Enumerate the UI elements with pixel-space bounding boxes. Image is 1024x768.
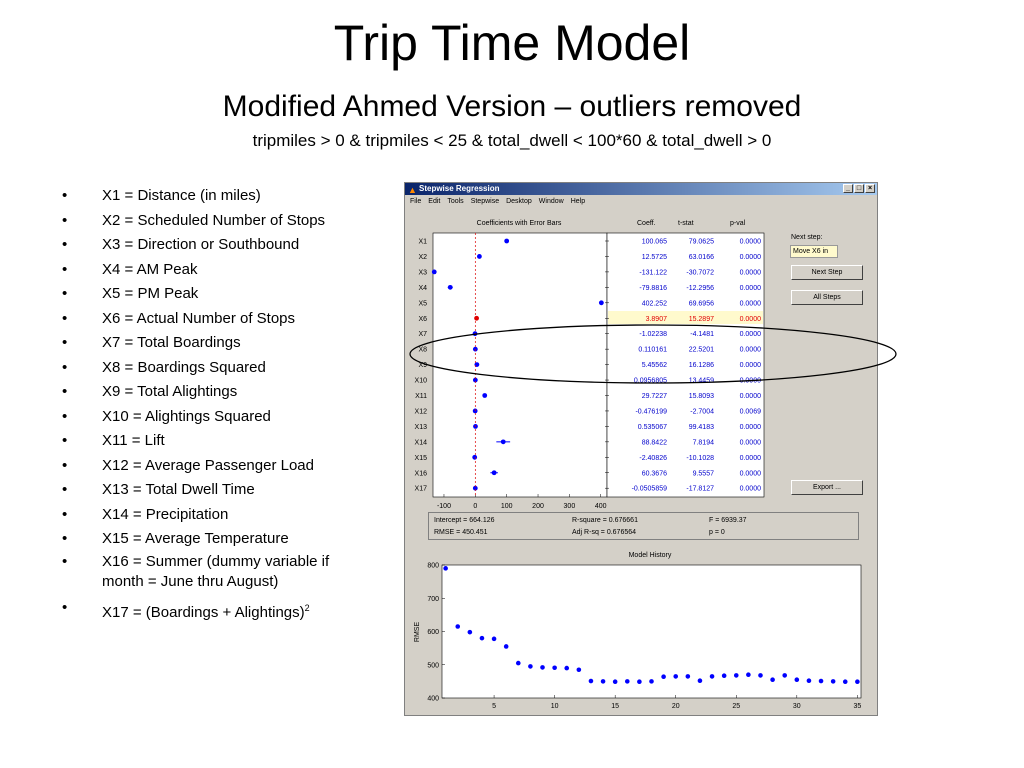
pval-value: 0.0000 bbox=[739, 439, 761, 447]
filter-condition: tripmiles > 0 & tripmiles < 25 & total_dwell < 100*60 & total_dwell > 0 bbox=[252, 131, 772, 150]
maximize-icon[interactable]: □ bbox=[854, 184, 864, 193]
x-tick-label: 400 bbox=[594, 503, 607, 510]
history-point[interactable] bbox=[516, 661, 521, 666]
variable-item bbox=[54, 596, 374, 626]
pval-value: 0.0000 bbox=[739, 331, 761, 339]
y-tick-label: 600 bbox=[427, 629, 439, 636]
history-point[interactable] bbox=[758, 673, 763, 678]
tstat-value: -12.2956 bbox=[686, 284, 714, 292]
coef-point[interactable] bbox=[474, 316, 479, 321]
variable-text: X1 = Distance (in miles) bbox=[102, 187, 261, 204]
coef-value: 100.065 bbox=[641, 238, 667, 246]
variable-item bbox=[54, 405, 374, 430]
variable-item bbox=[54, 258, 374, 283]
export-button[interactable]: Export ... bbox=[791, 480, 863, 495]
tstat-value: 16.1286 bbox=[688, 362, 714, 370]
stepwise-window bbox=[404, 182, 878, 716]
history-point[interactable] bbox=[831, 679, 836, 684]
x-tick-label: 35 bbox=[853, 703, 862, 710]
variable-item bbox=[54, 552, 374, 592]
coef-value: 88.8422 bbox=[641, 439, 667, 447]
next-step-value: Move X6 in bbox=[790, 245, 838, 258]
history-point[interactable] bbox=[746, 672, 751, 677]
rsquare-text: R-square = 0.676661 bbox=[572, 517, 638, 524]
pval-value: 0.0000 bbox=[739, 238, 761, 246]
minimize-icon[interactable]: _ bbox=[843, 184, 853, 193]
y-tick-label: 800 bbox=[427, 562, 439, 570]
history-point[interactable] bbox=[552, 665, 557, 670]
coef-row-label: X11 bbox=[415, 393, 427, 400]
variable-list bbox=[54, 184, 374, 625]
pval-value: 0.0000 bbox=[739, 269, 761, 277]
history-point[interactable] bbox=[468, 630, 473, 635]
pval-value: 0.0069 bbox=[739, 408, 761, 416]
coef-value: 12.5725 bbox=[641, 253, 667, 261]
tstat-value: 13.4459 bbox=[688, 377, 714, 385]
variable-item bbox=[54, 429, 374, 454]
next-step-button[interactable]: Next Step bbox=[791, 265, 863, 280]
variable-text: X7 = Total Boardings bbox=[102, 334, 241, 351]
coef-point[interactable] bbox=[501, 439, 506, 444]
coef-row-label: X2 bbox=[418, 253, 427, 261]
history-point[interactable] bbox=[637, 679, 642, 684]
coef-row-label: X16 bbox=[414, 470, 427, 478]
variable-item bbox=[54, 184, 374, 209]
menu-bar bbox=[405, 196, 877, 207]
history-point[interactable] bbox=[686, 674, 691, 679]
x-tick-label: 25 bbox=[732, 703, 741, 710]
variable-item bbox=[54, 356, 374, 381]
pval-value: 0.0000 bbox=[739, 423, 761, 431]
history-point[interactable] bbox=[564, 666, 569, 671]
coef-point[interactable] bbox=[448, 285, 453, 290]
variable-text: X3 = Direction or Southbound bbox=[102, 236, 300, 253]
variable-item bbox=[54, 331, 374, 356]
history-point[interactable] bbox=[613, 679, 618, 684]
pval-value: 0.0000 bbox=[739, 377, 761, 385]
coef-row-label: X12 bbox=[414, 408, 427, 416]
variable-item bbox=[54, 209, 374, 234]
tstat-value: 15.8093 bbox=[688, 393, 714, 400]
variable-text: X5 = PM Peak bbox=[102, 285, 199, 302]
history-point[interactable] bbox=[577, 667, 582, 672]
coef-value: -1.02238 bbox=[639, 331, 667, 339]
coef-row-label: X7 bbox=[418, 331, 427, 339]
coef-plot-area bbox=[433, 233, 607, 497]
variable-text: X9 = Total Alightings bbox=[102, 383, 238, 400]
slide-subtitle: Modified Ahmed Version – outliers removed bbox=[222, 90, 802, 123]
tstat-value: -17.8127 bbox=[686, 485, 714, 493]
history-point[interactable] bbox=[540, 665, 545, 670]
variable-text: X14 = Precipitation bbox=[102, 505, 229, 523]
col-header-pval: p-val bbox=[730, 220, 746, 227]
history-ylabel: RMSE bbox=[414, 621, 421, 643]
coef-row-label: X10 bbox=[414, 377, 427, 385]
history-point[interactable] bbox=[601, 679, 606, 684]
pval-value: 0.0000 bbox=[739, 346, 761, 354]
slide-title: Trip Time Model bbox=[333, 15, 691, 71]
coef-point[interactable] bbox=[482, 393, 487, 398]
tstat-value: 79.0625 bbox=[688, 238, 714, 246]
coef-value: -79.8816 bbox=[639, 284, 667, 292]
history-point[interactable] bbox=[855, 679, 860, 684]
history-point[interactable] bbox=[528, 664, 533, 669]
coef-row-label: X14 bbox=[414, 439, 427, 447]
adj-rsq-text: Adj R-sq = 0.676564 bbox=[572, 529, 637, 536]
menu-help[interactable]: Help bbox=[570, 198, 586, 205]
pval-value: 0.0000 bbox=[739, 253, 761, 261]
history-point[interactable] bbox=[807, 678, 812, 683]
menu-edit[interactable]: Edit bbox=[428, 198, 441, 205]
x-tick-label: 20 bbox=[671, 703, 680, 710]
variable-item bbox=[54, 380, 374, 405]
variable-text: X12 = Average Passenger Load bbox=[102, 456, 314, 474]
variable-text: X8 = Boardings Squared bbox=[102, 358, 266, 376]
history-point[interactable] bbox=[734, 673, 739, 678]
history-point[interactable] bbox=[843, 679, 848, 684]
x-tick-label: 300 bbox=[563, 503, 576, 510]
y-tick-label: 700 bbox=[427, 595, 439, 603]
tstat-value: 22.5201 bbox=[688, 346, 714, 354]
coef-row-label: X6 bbox=[418, 315, 427, 323]
coef-row-label: X5 bbox=[418, 300, 427, 308]
coef-value: 0.0956805 bbox=[633, 377, 667, 385]
coef-point[interactable] bbox=[599, 300, 604, 305]
variable-item bbox=[54, 454, 374, 479]
coef-value: 5.45562 bbox=[641, 362, 667, 370]
coef-point[interactable] bbox=[432, 270, 437, 275]
history-point[interactable] bbox=[698, 678, 703, 683]
coef-point[interactable] bbox=[477, 254, 482, 259]
coef-row-label: X15 bbox=[414, 454, 427, 462]
menu-file[interactable]: File bbox=[410, 198, 422, 205]
variable-item bbox=[54, 307, 374, 332]
col-header-coeff: Coeff. bbox=[637, 220, 656, 227]
history-point[interactable] bbox=[492, 637, 497, 642]
variable-item bbox=[54, 478, 374, 503]
history-point[interactable] bbox=[455, 624, 460, 629]
coef-value: 60.3676 bbox=[641, 470, 667, 478]
variable-text: X13 = Total Dwell Time bbox=[102, 481, 255, 498]
x-tick-label: -100 bbox=[436, 503, 451, 510]
coef-row-label: X1 bbox=[418, 238, 427, 246]
history-point[interactable] bbox=[819, 679, 824, 684]
coef-value: 402.252 bbox=[641, 300, 667, 308]
menu-tools[interactable]: Tools bbox=[447, 198, 464, 205]
pval-value: 0.0000 bbox=[739, 470, 761, 478]
history-point[interactable] bbox=[770, 677, 775, 682]
f-stat-text: F = 6939.37 bbox=[709, 517, 747, 524]
superscript: 2 bbox=[304, 602, 310, 613]
coef-row-label: X17 bbox=[414, 485, 427, 493]
x-tick-label: 10 bbox=[550, 703, 559, 710]
x-tick-label: 0 bbox=[473, 503, 478, 510]
history-point[interactable] bbox=[795, 677, 800, 682]
coef-plot-title: Coefficients with Error Bars bbox=[476, 220, 562, 227]
history-title: Model History bbox=[628, 552, 672, 559]
history-point[interactable] bbox=[661, 674, 666, 679]
matlab-icon: ▲ bbox=[408, 185, 417, 195]
coef-row-label: X4 bbox=[418, 284, 427, 292]
menu-stepwise[interactable]: Stepwise bbox=[470, 198, 500, 205]
variable-text: X17 = (Boardings + Alightings) bbox=[102, 603, 305, 621]
history-point[interactable] bbox=[443, 566, 448, 571]
history-point[interactable] bbox=[480, 636, 485, 641]
coef-value: 0.110161 bbox=[638, 346, 667, 354]
menu-desktop[interactable]: Desktop bbox=[506, 198, 532, 205]
tstat-value: 99.4183 bbox=[688, 423, 714, 431]
tstat-value: 7.8194 bbox=[692, 439, 714, 447]
variable-text: X16 = Summer (dummy variable if month = June thru August) bbox=[102, 552, 330, 590]
history-point[interactable] bbox=[625, 679, 630, 684]
col-header-tstat: t-stat bbox=[678, 220, 694, 227]
variable-text: X11 = Lift bbox=[102, 432, 165, 449]
stats-box bbox=[428, 512, 859, 540]
x-tick-label: 200 bbox=[532, 503, 544, 510]
coef-value: -131.122 bbox=[639, 269, 667, 277]
history-point[interactable] bbox=[710, 674, 715, 679]
variable-text: X2 = Scheduled Number of Stops bbox=[102, 211, 326, 229]
x-tick-label: 30 bbox=[792, 703, 801, 710]
pval-value: 0.0000 bbox=[739, 315, 761, 323]
coef-point[interactable] bbox=[504, 239, 509, 244]
intercept-text: Intercept = 664.126 bbox=[434, 517, 495, 524]
all-steps-button[interactable]: All Steps bbox=[791, 290, 863, 305]
tstat-value: 63.0166 bbox=[688, 253, 714, 261]
tstat-value: -4.1481 bbox=[690, 331, 714, 339]
p-value-text: p = 0 bbox=[709, 529, 725, 536]
variable-item bbox=[54, 527, 374, 552]
rmse-text: RMSE = 450.451 bbox=[434, 529, 488, 536]
pval-value: 0.0000 bbox=[739, 454, 761, 462]
tstat-value: -30.7072 bbox=[686, 269, 714, 277]
variable-text: X10 = Alightings Squared bbox=[102, 407, 271, 425]
history-point[interactable] bbox=[673, 674, 678, 679]
pval-value: 0.0000 bbox=[739, 284, 761, 292]
model-history-panel bbox=[405, 545, 877, 715]
coef-point[interactable] bbox=[472, 455, 477, 460]
history-point[interactable] bbox=[589, 679, 594, 684]
variable-item bbox=[54, 503, 374, 528]
history-point[interactable] bbox=[782, 673, 787, 678]
tstat-value: -2.7004 bbox=[690, 408, 714, 416]
window-titlebar[interactable] bbox=[405, 183, 877, 195]
variable-item bbox=[54, 282, 374, 307]
coef-row-label: X3 bbox=[418, 269, 427, 277]
coef-point[interactable] bbox=[492, 470, 497, 475]
close-icon[interactable]: × bbox=[865, 184, 875, 193]
pval-value: 0.0000 bbox=[739, 485, 761, 493]
tstat-value: 9.5557 bbox=[692, 470, 714, 478]
tstat-value: -10.1028 bbox=[686, 454, 714, 462]
coef-value: 0.535067 bbox=[637, 423, 667, 431]
pval-value: 0.0000 bbox=[739, 300, 761, 308]
coef-value: 29.7227 bbox=[641, 393, 667, 400]
coef-value: -2.40826 bbox=[639, 454, 667, 462]
variable-text: X15 = Average Temperature bbox=[102, 530, 289, 547]
tstat-value: 69.6956 bbox=[688, 300, 714, 308]
coef-value: -0.476199 bbox=[635, 408, 667, 416]
coef-row-label: X8 bbox=[418, 346, 427, 354]
variable-item bbox=[54, 233, 374, 258]
next-step-label: Next step: bbox=[791, 234, 823, 241]
x-tick-label: 5 bbox=[492, 703, 497, 710]
tstat-value: 15.2897 bbox=[688, 315, 714, 323]
pval-value: 0.0000 bbox=[739, 393, 761, 400]
history-point[interactable] bbox=[504, 644, 509, 649]
coef-value: -0.0505859 bbox=[631, 485, 667, 493]
menu-window[interactable]: Window bbox=[538, 198, 564, 205]
coef-row-label: X13 bbox=[414, 423, 427, 431]
coef-row-label: X9 bbox=[418, 362, 427, 370]
history-point[interactable] bbox=[649, 679, 654, 684]
variable-text: X4 = AM Peak bbox=[102, 260, 198, 278]
y-tick-label: 500 bbox=[427, 662, 439, 670]
y-tick-label: 400 bbox=[427, 695, 439, 703]
x-tick-label: 100 bbox=[500, 503, 513, 510]
pval-value: 0.0000 bbox=[739, 362, 761, 370]
variable-text: X6 = Actual Number of Stops bbox=[102, 309, 296, 327]
window-title: Stepwise Regression bbox=[419, 184, 500, 193]
history-point[interactable] bbox=[722, 673, 727, 678]
coef-value: 3.8907 bbox=[645, 315, 667, 323]
x-tick-label: 15 bbox=[611, 703, 620, 710]
